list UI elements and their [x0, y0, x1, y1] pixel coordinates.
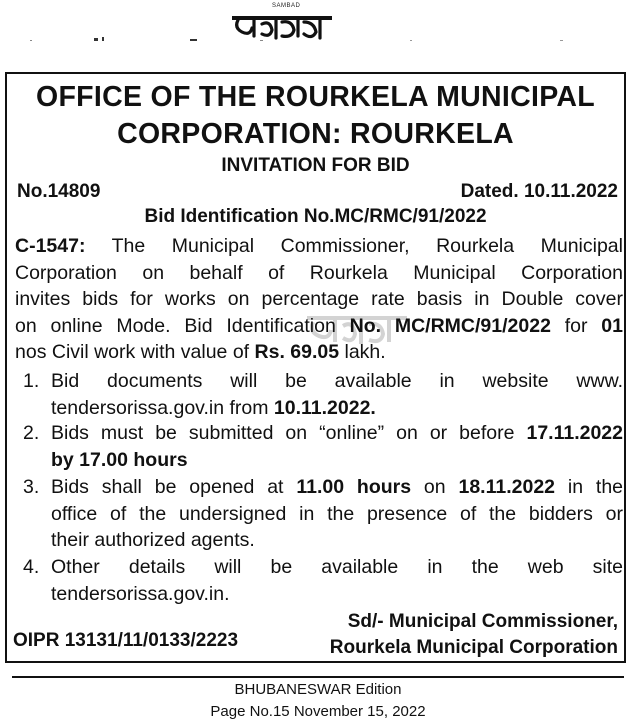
notice-subtitle: INVITATION FOR BID — [221, 155, 410, 176]
bid-identification: Bid Identification No.MC/RMC/91/2022 — [144, 206, 487, 227]
list-item-number: 3. — [23, 476, 40, 498]
list-item-line: their authorized agents. — [51, 529, 255, 551]
list-item-line: office of the undersigned in the presence of the bidders or — [51, 502, 623, 525]
intro-line-5: nos Civil work with value of Rs. 69.05 lakh. — [15, 341, 386, 363]
list-item-number: 1. — [23, 370, 40, 392]
list-item-number: 4. — [23, 556, 40, 578]
intro-line-1: C-1547: The Municipal Commissioner, Rourkela Municipal — [15, 235, 623, 257]
signature-organization: Rourkela Municipal Corporation — [329, 637, 618, 658]
sambad-logo — [232, 4, 332, 40]
intro-line-3: invites bids for works on percentage rate basis in Double cover — [15, 288, 623, 310]
intro-line-2: Corporation on behalf of Rourkela Municipal Corporation — [15, 261, 623, 284]
list-item-line: by 17.00 hours — [51, 448, 188, 471]
oipr-number: OIPR 13131/11/0133/2223 — [13, 630, 239, 651]
list-item-line: Other details will be available in the web site — [51, 556, 623, 578]
list-item-line: Bids must be submitted on “online” on or before 17.11.2022 — [51, 422, 623, 444]
bid-notice-box — [5, 72, 626, 663]
list-item-line: tendersorissa.gov.in. — [51, 582, 230, 605]
list-item-number: 2. — [23, 422, 40, 444]
notice-title-line1: OFFICE OF THE ROURKELA MUNICIPAL — [36, 81, 595, 113]
list-item-line: Bids shall be opened at 11.00 hours on 18.11.2022 in the — [51, 476, 624, 498]
list-item-line: Bid documents will be available in website www. — [51, 370, 623, 392]
logo-small-text: SAMBAD — [272, 3, 301, 9]
page-info: Page No.15 November 15, 2022 — [210, 703, 426, 720]
scan-artifact — [0, 36, 636, 44]
intro-line-4: on online Mode. Bid Identification No. MC/RMC/91/2022 for 01 — [15, 314, 623, 337]
notice-date: Dated. 10.11.2022 — [460, 181, 618, 202]
reference-number: No.14809 — [17, 181, 101, 202]
circular-code: C-1547: — [15, 235, 86, 257]
list-item-line: tendersorissa.gov.in from 10.11.2022. — [51, 396, 376, 419]
newspaper-masthead — [0, 0, 636, 68]
notice-title-line2: CORPORATION: ROURKELA — [117, 118, 514, 150]
edition-label: BHUBANESWAR Edition — [234, 681, 402, 698]
signature-title: Sd/- Municipal Commissioner, — [347, 611, 618, 632]
intro-paragraph — [15, 233, 623, 366]
